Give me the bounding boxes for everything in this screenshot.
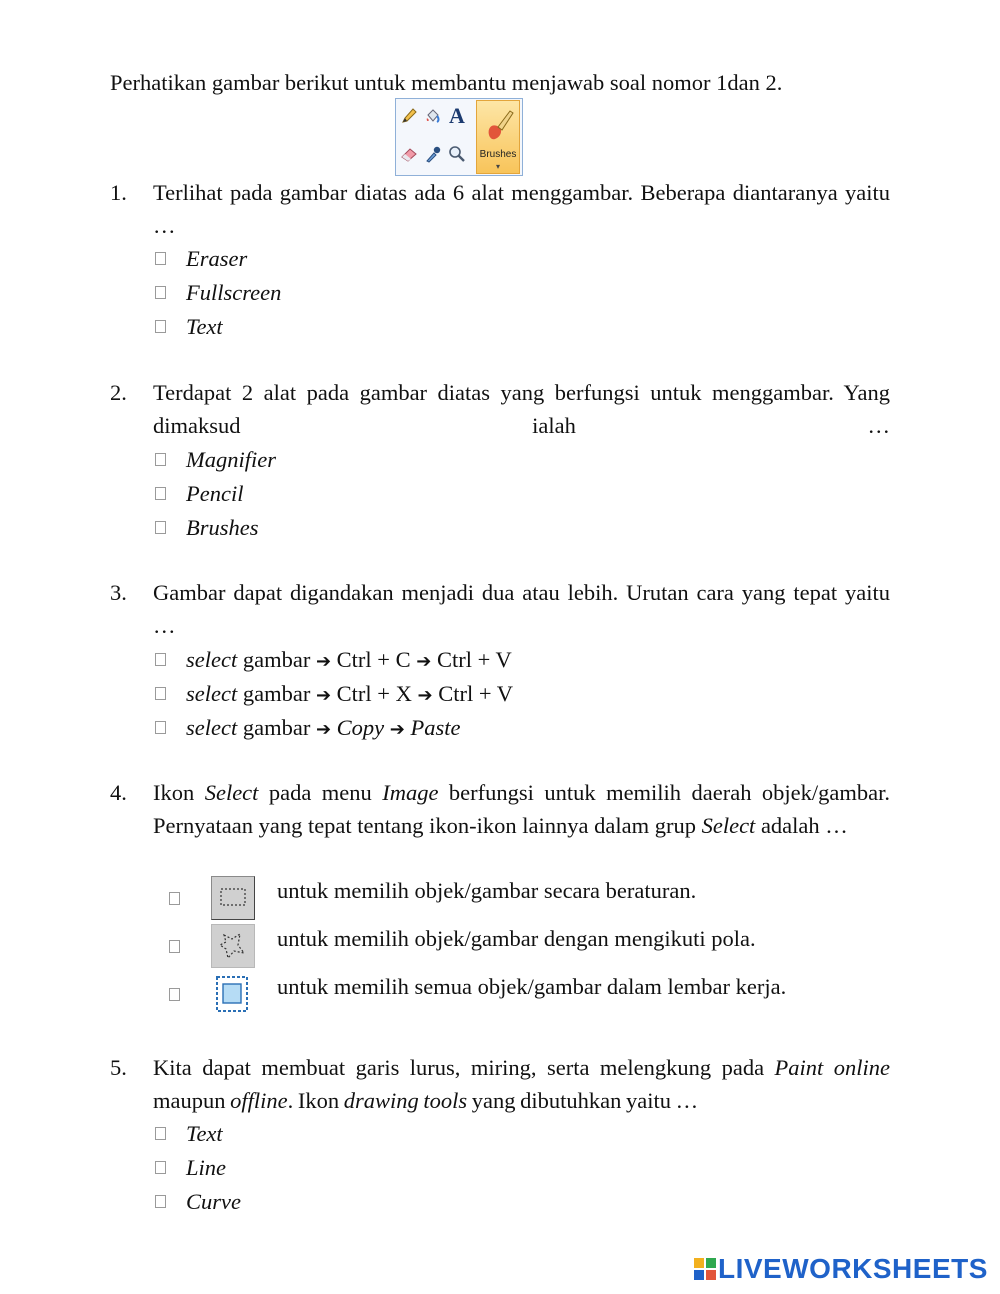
question-text [153, 1051, 890, 1117]
question-number: 5. [110, 1055, 127, 1080]
question-text [153, 776, 890, 842]
select-word: select [186, 647, 238, 672]
text-part: Select [204, 780, 259, 805]
option-label: untuk memilih semua objek/gambar dalam lembar kerja. [277, 974, 787, 999]
brush-icon [483, 105, 515, 145]
pencil-icon [398, 105, 420, 127]
question-number: 1. [110, 180, 127, 205]
option-label: Fullscreen [186, 280, 282, 305]
step-2: Copy [336, 715, 385, 740]
checkbox[interactable] [155, 1127, 166, 1140]
question-4 [110, 776, 890, 842]
option-label [186, 643, 512, 678]
text-part: . Ikon [287, 1088, 344, 1113]
step-3: Ctrl + V [436, 647, 512, 672]
option-label: untuk memilih objek/gambar dengan mengikuti pola. [277, 926, 756, 951]
option-label: Magnifier [186, 447, 276, 472]
question-number: 4. [110, 780, 127, 805]
text-part: drawing tools [343, 1088, 468, 1113]
arrow-right-icon: ➔ [417, 685, 433, 706]
arrow-right-icon: ➔ [315, 685, 332, 706]
text-part: adalah … [755, 813, 848, 838]
option-label: Pencil [186, 481, 244, 506]
magnifier-icon [446, 143, 468, 165]
checkbox[interactable] [155, 320, 166, 333]
checkbox[interactable] [155, 521, 166, 534]
brushes-button [476, 100, 520, 174]
step-2: Ctrl + C [336, 647, 411, 672]
option-label: Eraser [186, 246, 248, 271]
rectangular-selection-icon [211, 876, 255, 920]
question-number: 3. [110, 580, 127, 605]
question-text: Terlihat pada gambar diatas ada 6 alat menggambar. Beberapa diantaranya yaitu … [153, 180, 890, 238]
color-picker-icon [422, 143, 444, 165]
arrow-right-icon: ➔ [389, 719, 405, 740]
gambar-word: gambar [242, 681, 311, 706]
option-label [186, 711, 461, 746]
intro-text: Perhatikan gambar berikut untuk membantu menjawab soal nomor 1dan 2. [110, 70, 783, 95]
step-2: Ctrl + X [336, 681, 412, 706]
text-part: pada menu [258, 780, 383, 805]
gambar-word: gambar [242, 715, 311, 740]
text-part: Image [382, 780, 439, 805]
checkbox[interactable] [155, 653, 166, 666]
checkbox[interactable] [155, 1195, 166, 1208]
checkbox[interactable] [169, 988, 180, 1001]
gambar-word: gambar [242, 647, 311, 672]
option-label: Line [186, 1155, 227, 1180]
text-part: Kita dapat membuat garis lurus, miring, serta melengkung pada [153, 1055, 775, 1080]
text-part: Paint online [774, 1055, 890, 1080]
question-number: 2. [110, 380, 127, 405]
checkbox[interactable] [155, 453, 166, 466]
text-part: berfungsi untuk memilih daerah objek/gambar. Pernyataan yang tepat tentang ikon-ikon lainnya dalam grup [153, 780, 891, 838]
step-3: Paste [410, 715, 461, 740]
option-label [186, 677, 513, 712]
select-all-icon [211, 972, 255, 1016]
text-tool-glyph: A [449, 103, 465, 128]
chevron-down-icon: ▾ [495, 162, 500, 171]
checkbox[interactable] [155, 1161, 166, 1174]
question-text: Gambar dapat digandakan menjadi dua atau lebih. Urutan cara yang tepat yaitu … [153, 580, 890, 638]
brushes-label: Brushes [479, 149, 517, 160]
option-label: Text [186, 314, 223, 339]
option-label: Curve [186, 1189, 241, 1214]
liveworksheets-logo-icon [694, 1258, 716, 1280]
paint-toolbar-image [395, 98, 523, 176]
text-icon [446, 105, 468, 127]
question-5 [110, 1051, 890, 1117]
select-word: select [186, 681, 238, 706]
text-part: Select [701, 813, 756, 838]
option-label: Brushes [186, 515, 259, 540]
fill-icon [422, 105, 444, 127]
checkbox[interactable] [169, 892, 180, 905]
free-form-selection-icon [211, 924, 255, 968]
checkbox[interactable] [155, 286, 166, 299]
text-part: offline [230, 1088, 288, 1113]
question-text: Terdapat 2 alat pada gambar diatas yang berfungsi untuk menggambar. Yang dimaksud ialah … [153, 380, 890, 438]
tools-grid [398, 101, 470, 173]
arrow-right-icon: ➔ [416, 651, 432, 672]
text-part: yang dibutuhkan yaitu … [467, 1088, 699, 1113]
arrow-right-icon: ➔ [315, 651, 332, 672]
checkbox[interactable] [155, 487, 166, 500]
checkbox[interactable] [155, 252, 166, 265]
liveworksheets-logo: LIVEWORKSHEETS [718, 1253, 988, 1284]
checkbox[interactable] [169, 940, 180, 953]
option-label: Text [186, 1121, 223, 1146]
step-3: Ctrl + V [438, 681, 513, 706]
option-label: untuk memilih objek/gambar secara beraturan. [277, 878, 697, 903]
text-part: maupun [153, 1088, 231, 1113]
checkbox[interactable] [155, 687, 166, 700]
eraser-icon [398, 143, 420, 165]
text-part: Ikon [153, 780, 205, 805]
checkbox[interactable] [155, 721, 166, 734]
arrow-right-icon: ➔ [315, 719, 332, 740]
select-word: select [186, 715, 238, 740]
